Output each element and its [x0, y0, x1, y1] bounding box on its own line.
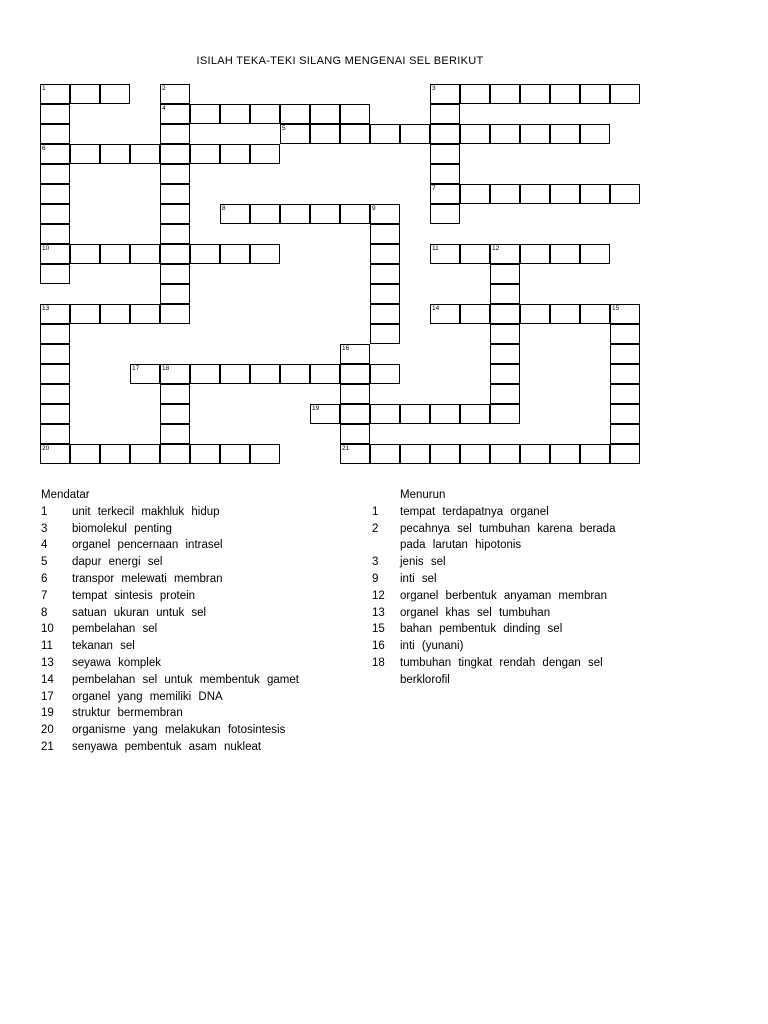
grid-cell[interactable]	[160, 424, 190, 444]
grid-cell[interactable]	[370, 224, 400, 244]
down-heading: Menurun	[400, 489, 446, 501]
grid-cell[interactable]	[370, 324, 400, 344]
clue-number: 2	[162, 85, 166, 92]
grid-cell[interactable]	[40, 124, 70, 144]
grid-cell[interactable]	[520, 124, 550, 144]
grid-cell[interactable]	[460, 184, 490, 204]
grid-cell[interactable]	[400, 124, 430, 144]
clue-item-number: 3	[41, 522, 48, 535]
grid-cell[interactable]	[370, 244, 400, 264]
grid-cell[interactable]	[310, 124, 340, 144]
down-clues	[372, 487, 620, 689]
grid-cell[interactable]	[160, 304, 190, 324]
clue-number: 16	[342, 345, 350, 352]
grid-cell[interactable]	[520, 304, 550, 324]
grid-cell[interactable]	[40, 144, 70, 164]
clue-item	[41, 689, 332, 706]
grid-cell[interactable]	[280, 364, 310, 384]
clue-item-text: tekanan sel	[72, 640, 135, 653]
clue-number: 15	[612, 305, 620, 312]
clue-item-number: 7	[41, 589, 48, 602]
grid-cell[interactable]	[430, 84, 460, 104]
grid-cell[interactable]	[220, 144, 250, 164]
clue-item-number: 9	[372, 572, 379, 585]
grid-cell[interactable]	[490, 404, 520, 424]
grid-cell[interactable]	[190, 144, 220, 164]
grid-cell[interactable]	[190, 104, 220, 124]
grid-cell[interactable]	[160, 364, 190, 384]
grid-cell[interactable]	[370, 444, 400, 464]
grid-cell[interactable]	[580, 444, 610, 464]
grid-cell[interactable]	[370, 124, 400, 144]
grid-cell[interactable]	[160, 284, 190, 304]
grid-cell[interactable]	[460, 404, 490, 424]
clue-item	[372, 638, 620, 655]
clue-item	[372, 571, 620, 588]
clue-item	[41, 621, 332, 638]
clue-item-number: 8	[41, 606, 48, 619]
clue-item	[41, 722, 332, 739]
grid-cell[interactable]	[100, 84, 130, 104]
grid-cell[interactable]	[280, 204, 310, 224]
grid-cell[interactable]	[400, 404, 430, 424]
clue-item-number: 18	[372, 656, 385, 669]
clue-item-number: 4	[41, 539, 48, 552]
clue-item-text: jenis sel	[400, 556, 446, 569]
clue-number: 21	[342, 445, 350, 452]
across-clue-list	[41, 504, 332, 756]
grid-cell[interactable]	[340, 344, 370, 364]
clue-item-text: dapur energi sel	[72, 556, 163, 569]
clue-item-number: 11	[41, 640, 53, 653]
grid-cell[interactable]	[40, 224, 70, 244]
grid-cell[interactable]	[40, 304, 70, 324]
grid-cell[interactable]	[310, 204, 340, 224]
clue-number: 14	[432, 305, 440, 312]
clue-item	[41, 588, 332, 605]
grid-cell[interactable]	[250, 364, 280, 384]
grid-cell[interactable]	[40, 84, 70, 104]
grid-cell[interactable]	[490, 184, 520, 204]
grid-cell[interactable]	[250, 204, 280, 224]
clue-item-number: 1	[41, 505, 48, 518]
grid-cell[interactable]	[340, 404, 370, 424]
grid-cell[interactable]	[40, 164, 70, 184]
clue-item-number: 3	[372, 556, 379, 569]
clue-item-text: organisme yang melakukan fotosintesis	[72, 724, 286, 737]
grid-cell[interactable]	[340, 384, 370, 404]
grid-cell[interactable]	[310, 404, 340, 424]
grid-cell[interactable]	[40, 244, 70, 264]
clue-number: 3	[432, 85, 436, 92]
grid-cell[interactable]	[280, 104, 310, 124]
grid-cell[interactable]	[160, 84, 190, 104]
grid-cell[interactable]	[220, 204, 250, 224]
page-title: ISILAH TEKA-TEKI SILANG MENGENAI SEL BERIKUT	[196, 55, 484, 67]
grid-cell[interactable]	[40, 364, 70, 384]
grid-cell[interactable]	[580, 244, 610, 264]
grid-cell[interactable]	[610, 384, 640, 404]
clue-item-number: 12	[372, 589, 385, 602]
grid-cell[interactable]	[160, 124, 190, 144]
clue-item	[41, 705, 332, 722]
grid-cell[interactable]	[160, 404, 190, 424]
grid-cell[interactable]	[610, 84, 640, 104]
clue-item	[372, 621, 620, 638]
grid-cell[interactable]	[520, 244, 550, 264]
grid-cell[interactable]	[430, 304, 460, 324]
grid-cell[interactable]	[160, 184, 190, 204]
grid-cell[interactable]	[340, 104, 370, 124]
grid-cell[interactable]	[340, 444, 370, 464]
grid-cell[interactable]	[490, 124, 520, 144]
clue-number: 12	[492, 245, 500, 252]
grid-cell[interactable]	[70, 84, 100, 104]
grid-cell[interactable]	[160, 204, 190, 224]
grid-cell[interactable]	[430, 244, 460, 264]
grid-cell[interactable]	[460, 84, 490, 104]
clue-item-number: 14	[41, 673, 54, 686]
grid-cell[interactable]	[580, 304, 610, 324]
grid-cell[interactable]	[40, 444, 70, 464]
grid-cell[interactable]	[460, 124, 490, 144]
clue-item-text: pecahnya sel tumbuhan karena berada pada larutan hipotonis	[400, 522, 616, 552]
grid-cell[interactable]	[430, 124, 460, 144]
grid-cell[interactable]	[130, 444, 160, 464]
clue-number: 5	[282, 125, 286, 132]
grid-cell[interactable]	[430, 444, 460, 464]
grid-cell[interactable]	[610, 304, 640, 324]
clue-item-text: tumbuhan tingkat rendah dengan sel berklorofil	[400, 656, 603, 686]
grid-cell[interactable]	[520, 184, 550, 204]
grid-cell[interactable]	[490, 364, 520, 384]
grid-cell[interactable]	[550, 184, 580, 204]
clue-item-number: 21	[41, 740, 54, 753]
clue-item-text: pembelahan sel	[72, 623, 158, 636]
grid-cell[interactable]	[70, 444, 100, 464]
grid-cell[interactable]	[490, 244, 520, 264]
clue-item	[372, 521, 620, 555]
clue-number: 13	[42, 305, 50, 312]
clue-item-text: tempat sintesis protein	[72, 589, 196, 602]
clue-item-text: bahan pembentuk dinding sel	[400, 623, 563, 636]
clue-item-text: inti (yunani)	[400, 640, 464, 653]
grid-cell[interactable]	[160, 104, 190, 124]
grid-cell[interactable]	[490, 304, 520, 324]
grid-cell[interactable]	[550, 84, 580, 104]
grid-cell[interactable]	[40, 324, 70, 344]
clue-item-text: organel khas sel tumbuhan	[400, 606, 551, 619]
clue-item-text: senyawa pembentuk asam nukleat	[72, 740, 262, 753]
across-heading: Mendatar	[41, 489, 90, 501]
grid-cell[interactable]	[550, 304, 580, 324]
grid-cell[interactable]	[100, 304, 130, 324]
grid-cell[interactable]	[610, 344, 640, 364]
grid-cell[interactable]	[160, 264, 190, 284]
grid-cell[interactable]	[430, 104, 460, 124]
grid-cell[interactable]	[370, 304, 400, 324]
grid-cell[interactable]	[340, 424, 370, 444]
clue-item-number: 16	[372, 640, 385, 653]
clue-item	[41, 655, 332, 672]
grid-cell[interactable]	[430, 164, 460, 184]
grid-cell[interactable]	[490, 84, 520, 104]
clue-item-number: 15	[372, 623, 385, 636]
grid-cell[interactable]	[160, 384, 190, 404]
grid-cell[interactable]	[490, 264, 520, 284]
grid-cell[interactable]	[220, 444, 250, 464]
grid-cell[interactable]	[610, 324, 640, 344]
clue-item-text: organel yang memiliki DNA	[72, 690, 223, 703]
grid-cell[interactable]	[490, 284, 520, 304]
grid-cell[interactable]	[370, 264, 400, 284]
clue-item-text: tempat terdapatnya organel	[400, 505, 549, 518]
grid-cell[interactable]	[40, 264, 70, 284]
grid-cell[interactable]	[490, 384, 520, 404]
grid-cell[interactable]	[520, 444, 550, 464]
clue-item-number: 10	[41, 623, 54, 636]
grid-cell[interactable]	[160, 444, 190, 464]
clue-item-number: 13	[41, 656, 54, 669]
grid-cell[interactable]	[490, 324, 520, 344]
grid-cell[interactable]	[370, 404, 400, 424]
grid-cell[interactable]	[40, 344, 70, 364]
grid-cell[interactable]	[70, 304, 100, 324]
grid-cell[interactable]	[160, 144, 190, 164]
grid-cell[interactable]	[460, 444, 490, 464]
clue-number: 18	[162, 365, 170, 372]
clue-item	[41, 537, 332, 554]
grid-cell[interactable]	[190, 244, 220, 264]
grid-cell[interactable]	[130, 304, 160, 324]
clue-number: 10	[42, 245, 50, 252]
clue-number: 19	[312, 405, 320, 412]
grid-cell[interactable]	[430, 204, 460, 224]
clue-number: 4	[162, 105, 166, 112]
grid-cell[interactable]	[370, 284, 400, 304]
clue-item	[41, 521, 332, 538]
grid-cell[interactable]	[160, 164, 190, 184]
grid-cell[interactable]	[220, 364, 250, 384]
grid-cell[interactable]	[250, 244, 280, 264]
across-clues	[41, 487, 332, 756]
grid-cell[interactable]	[130, 144, 160, 164]
clue-item-number: 17	[41, 690, 54, 703]
clue-item	[41, 554, 332, 571]
grid-cell[interactable]	[220, 104, 250, 124]
grid-cell[interactable]	[550, 244, 580, 264]
grid-cell[interactable]	[520, 84, 550, 104]
grid-cell[interactable]	[490, 344, 520, 364]
grid-cell[interactable]	[340, 204, 370, 224]
grid-cell[interactable]	[610, 424, 640, 444]
grid-cell[interactable]	[460, 304, 490, 324]
clue-item-text: unit terkecil makhluk hidup	[72, 505, 220, 518]
grid-cell[interactable]	[70, 144, 100, 164]
grid-cell[interactable]	[40, 184, 70, 204]
clue-item	[41, 672, 332, 689]
clue-item	[41, 504, 332, 521]
grid-cell[interactable]	[310, 364, 340, 384]
clue-number: 8	[222, 205, 226, 212]
grid-cell[interactable]	[340, 364, 370, 384]
grid-cell[interactable]	[190, 444, 220, 464]
grid-cell[interactable]	[610, 184, 640, 204]
clue-item	[372, 655, 620, 689]
grid-cell[interactable]	[550, 124, 580, 144]
grid-cell[interactable]	[130, 364, 160, 384]
clue-item-text: inti sel	[400, 572, 437, 585]
grid-cell[interactable]	[40, 424, 70, 444]
grid-cell[interactable]	[40, 384, 70, 404]
grid-cell[interactable]	[610, 404, 640, 424]
crossword-grid	[0, 0, 768, 480]
grid-cell[interactable]	[160, 224, 190, 244]
grid-cell[interactable]	[580, 84, 610, 104]
grid-cell[interactable]	[100, 244, 130, 264]
grid-cell[interactable]	[580, 124, 610, 144]
clue-item-number: 20	[41, 724, 54, 737]
grid-cell[interactable]	[100, 144, 130, 164]
grid-cell[interactable]	[40, 404, 70, 424]
grid-cell[interactable]	[100, 444, 130, 464]
clue-item-number: 19	[41, 707, 54, 720]
grid-cell[interactable]	[490, 444, 520, 464]
clue-number: 17	[132, 365, 140, 372]
clue-item	[41, 638, 332, 655]
clue-number: 20	[42, 445, 50, 452]
grid-cell[interactable]	[160, 244, 190, 264]
grid-cell[interactable]	[370, 204, 400, 224]
clue-item-text: organel berbentuk anyaman membran	[400, 589, 607, 602]
grid-cell[interactable]	[250, 144, 280, 164]
grid-cell[interactable]	[400, 444, 430, 464]
grid-cell[interactable]	[340, 124, 370, 144]
clue-item-text: biomolekul penting	[72, 522, 172, 535]
grid-cell[interactable]	[40, 204, 70, 224]
grid-cell[interactable]	[430, 184, 460, 204]
grid-cell[interactable]	[130, 244, 160, 264]
grid-cell[interactable]	[250, 104, 280, 124]
clue-item	[372, 605, 620, 622]
grid-cell[interactable]	[370, 364, 400, 384]
grid-cell[interactable]	[580, 184, 610, 204]
clue-item-number: 5	[41, 556, 48, 569]
grid-cell[interactable]	[70, 244, 100, 264]
clue-number: 11	[432, 245, 439, 252]
clue-item-number: 1	[372, 505, 379, 518]
clue-item-text: struktur bermembran	[72, 707, 183, 720]
clue-number: 9	[372, 205, 376, 212]
clue-number: 7	[432, 185, 436, 192]
grid-cell[interactable]	[250, 444, 280, 464]
grid-cell[interactable]	[430, 144, 460, 164]
clue-item-text: seyawa komplek	[72, 656, 162, 669]
clue-item	[41, 739, 332, 756]
grid-cell[interactable]	[550, 444, 580, 464]
clue-item	[41, 605, 332, 622]
grid-cell[interactable]	[610, 364, 640, 384]
clue-number: 1	[42, 85, 46, 92]
clue-item-text: satuan ukuran untuk sel	[72, 606, 207, 619]
clue-item	[372, 588, 620, 605]
grid-cell[interactable]	[190, 364, 220, 384]
grid-cell[interactable]	[460, 244, 490, 264]
grid-cell[interactable]	[610, 444, 640, 464]
clue-item	[372, 504, 620, 521]
grid-cell[interactable]	[310, 104, 340, 124]
clue-item-text: organel pencernaan intrasel	[72, 539, 223, 552]
clue-item-number: 2	[372, 522, 379, 535]
clue-item-text: transpor melewati membran	[72, 572, 223, 585]
down-clue-list	[372, 504, 620, 689]
grid-cell[interactable]	[430, 404, 460, 424]
clue-item-text: pembelahan sel untuk membentuk gamet	[72, 673, 299, 686]
clue-item-number: 13	[372, 606, 385, 619]
grid-cell[interactable]	[40, 104, 70, 124]
grid-cell[interactable]	[220, 244, 250, 264]
clue-item	[41, 571, 332, 588]
clue-number: 6	[42, 145, 46, 152]
clue-item	[372, 554, 620, 571]
grid-cell[interactable]	[280, 124, 310, 144]
clue-item-number: 6	[41, 572, 48, 585]
